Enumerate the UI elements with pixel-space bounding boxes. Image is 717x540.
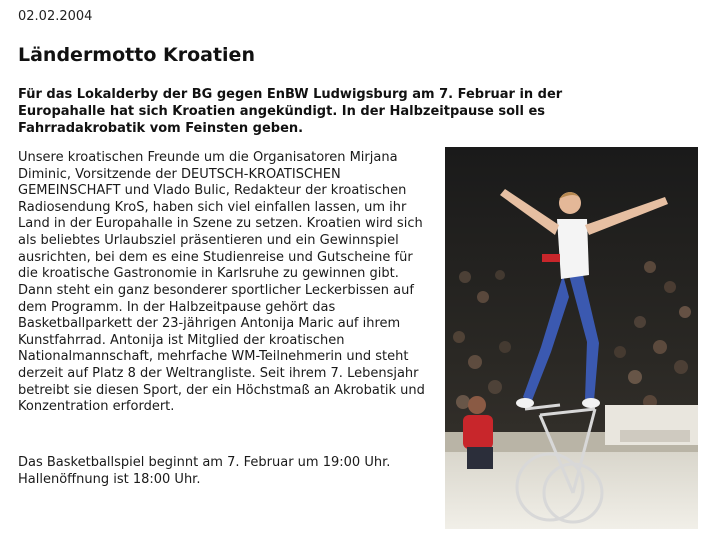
article-lead: Für das Lokalderby der BG gegen EnBW Ludwigsburg am 7. Februar in der Europahalle hat sich Kroatien angekündigt. In der Halbzeitpause soll es Fahrradakrobatik vom Feinsten geben. bbox=[18, 87, 563, 136]
article-title: Ländermotto Kroatien bbox=[18, 44, 255, 66]
article-date: 02.02.2004 bbox=[18, 9, 93, 24]
article-paragraph: Unsere kroatischen Freunde um die Organisatoren Mirjana Diminic, Vorsitzende der DEUTSCH-KROATISCHEN GEMEINSCHAFT und Vlado Bulic, Redakteur der kroatischen Radiosendung KroS, haben sich viel einfallen lassen, um ihr Land in der Europahalle in Szene zu setzen. Kroatien wird sich als beliebtes Urlaubsziel präsentieren und ein Gewinnspiel ausrichten, bei dem es eine Studienreise und Gutscheine für die kroatische Gastronomie in Karlsruhe zu gewinnen gibt. bbox=[18, 150, 423, 282]
article-paragraph: Das Basketballspiel beginnt am 7. Februar um 19:00 Uhr. Hallenöffnung ist 18:00 Uhr. bbox=[18, 455, 391, 487]
artistic-cycling-photo bbox=[445, 147, 698, 529]
article-paragraph: Dann steht ein ganz besonderer sportlicher Leckerbissen auf dem Programm. In der Halbzeitpause gehört das Basketballparkett der 23-jährigen Antonija Maric auf ihrem Kunstfahrrad. Antonija ist Mitglied der kroatischen Nationalmannschaft, mehrfache WM-Teilnehmerin und steht derzeit auf Platz 8 der Weltrangliste. Seit ihrem 7. Lebensjahr betreibt sie diesen Sport, der ein Höchstmaß an Akrobatik und Konzentration erfordert. bbox=[18, 283, 425, 415]
article-photo bbox=[445, 147, 698, 529]
